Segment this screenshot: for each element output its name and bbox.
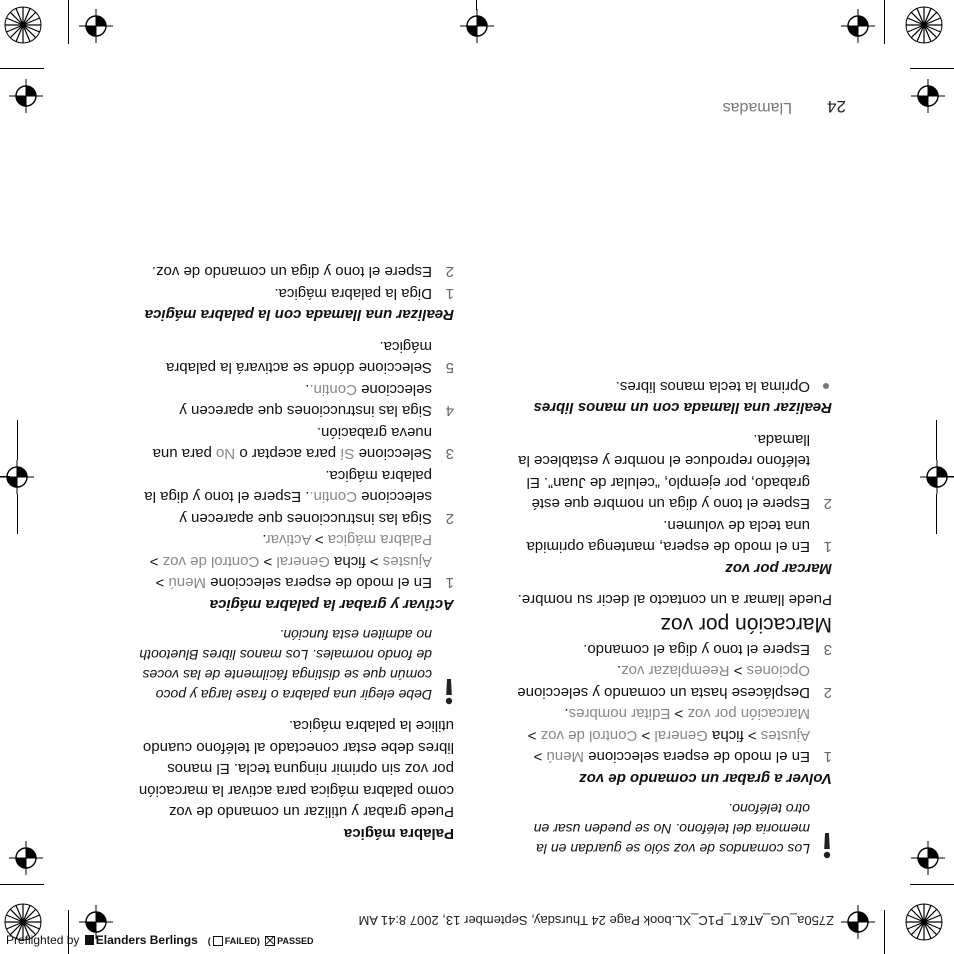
step-number: 2 (823, 495, 832, 513)
menu-ref: Menú (168, 574, 207, 592)
crop-mark (68, 0, 69, 44)
activate-title: Activar y grabar la palabra mágica (209, 596, 454, 613)
opciones-ref: Opciones (746, 662, 810, 680)
record-step-1: 1 En el modo de espera seleccione Menú > Ajustes > ficha General > Control de voz > Marcación por voz > Editar nombres. (527, 705, 832, 766)
step-number: 5 (445, 359, 454, 377)
marcacion-ref: Marcación por voz (687, 705, 810, 723)
brand-logo-icon (85, 935, 94, 945)
magic-intro: Puede grabar y utilizar un comando de voz como palabra mágica para activar la marcación por voz sin oprimir ninguna tecla. El manos libres debe estar conectado al teléfono cuando utilice la palabra mágica. (138, 717, 454, 821)
editar-ref: Editar nombres (568, 705, 671, 723)
dial-step-2: 2 Espere el tono y diga un nombre que esté grabado, por ejemplo, “celular de Juan”. El teléfono reproduce el nombre y establece la llamada. (518, 431, 832, 513)
control-ref: Control de voz (540, 727, 638, 744)
passed-label: PASSED (277, 936, 314, 946)
crop-mark (17, 420, 18, 460)
palabra-ref: Palabra mágica (327, 531, 432, 549)
crop-mark (884, 0, 885, 44)
general-ref: General (654, 727, 708, 744)
crop-mark (884, 910, 885, 954)
handsfree-bullet: Oprima la tecla manos libres. (512, 376, 832, 398)
note-text: Los comandos de voz sólo se guardan en la memoria del teléfono. No se pueden usar en otro teléfono. (533, 801, 810, 857)
activate-step-2: 2 Siga las instrucciones que aparecen y seleccione Contin.. Espere el tono y diga la palabra mágica. (144, 467, 454, 527)
color-target-icon (905, 6, 943, 44)
crop-mark (0, 68, 44, 69)
si-ref: Sí (340, 445, 355, 463)
call-step-1: 1 Diga la palabra mágica. (138, 283, 454, 305)
passed-checkbox (265, 936, 275, 946)
failed-checkbox (213, 936, 223, 946)
page-number: 24 (827, 97, 846, 116)
step-number: 2 (823, 684, 832, 701)
activate-step-1: 1 En el modo de espera seleccione Menú > Ajustes > ficha General > Control de voz > Palabra mágica > Activar. (149, 531, 454, 592)
bullet-dot (823, 383, 829, 389)
record-title: Volver a grabar un comando de voz (579, 770, 832, 787)
reemplazar-ref: Reemplazar voz (621, 662, 730, 680)
ajustes-ref: Ajustes (382, 553, 432, 570)
magic-title: Palabra mágica (343, 825, 454, 842)
activar-ref: Activar (266, 531, 312, 549)
step-number: 1 (823, 538, 832, 556)
handsfree-title: Realizar una llamada con un manos libres (533, 399, 832, 417)
note-icon (822, 831, 832, 859)
crop-mark (0, 884, 44, 885)
ajustes-ref: Ajustes (760, 727, 810, 744)
no-ref: No (215, 445, 236, 463)
crop-mark (910, 884, 954, 885)
step-number: 3 (445, 445, 454, 463)
note-magic (138, 625, 454, 705)
general-ref: General (276, 553, 330, 570)
call-step-2: 2 Espere el tono y diga un comando de voz. (138, 261, 454, 283)
step-number: 1 (445, 285, 454, 302)
activate-step-5: 5 Seleccione dónde se activará la palabra mágica. (165, 338, 454, 377)
dial-title: Marcar por voz (725, 560, 832, 577)
control-ref: Control de voz (162, 553, 260, 570)
color-target-icon (905, 903, 943, 941)
record-step-3: 3 Espere el tono y diga el comando. (512, 639, 832, 661)
note-text: Debe elegir una palabra o frase larga y poco común que se distinga fácilmente de las voces de fondo normales. Los manos libres Bluetooth no admiten esta función. (139, 627, 432, 703)
step-number: 2 (445, 263, 454, 281)
registration-mark-icon (9, 841, 43, 875)
crop-mark (936, 494, 937, 534)
crop-mark (68, 910, 69, 954)
step-number: 1 (823, 748, 832, 766)
crop-mark (910, 68, 954, 69)
crop-mark (17, 494, 18, 534)
contin-ref: Contin. (309, 488, 357, 506)
registration-mark-icon (841, 9, 875, 43)
file-header: Z750a_UG_AT&T_P1C_XL.book Page 24 Thursday, September 13, 2007 8:41 AM (358, 913, 834, 928)
crop-mark (936, 420, 937, 460)
activate-step-3: 3 Seleccione Sí para aceptar o No para una nueva grabación. (152, 424, 454, 463)
step-number: 1 (445, 574, 454, 592)
note-icon (444, 677, 454, 705)
preflight-label: Preflighted by (6, 933, 80, 947)
step-number: 2 (445, 510, 454, 527)
failed-label: FAILED (224, 936, 257, 946)
registration-mark-icon (9, 79, 43, 113)
color-target-icon (4, 6, 42, 44)
registration-mark-icon (920, 460, 954, 494)
step-number: 3 (823, 641, 832, 658)
brand-name: Elanders Berlings (95, 933, 198, 947)
registration-mark-icon (79, 9, 113, 43)
left-column (512, 376, 832, 860)
menu-ref: Menú (546, 748, 585, 766)
note-commands (512, 799, 832, 859)
dial-step-1: 1 En el modo de espera, mantenga oprimida una tecla de volumen. (526, 517, 832, 556)
call-title: Realizar una llamada con la palabra mágica (144, 306, 454, 324)
registration-mark-icon (911, 79, 945, 113)
step-number: 4 (445, 402, 454, 420)
section-name: Llamadas (722, 99, 792, 116)
registration-mark-icon (841, 905, 875, 939)
preflight-footer: Preflighted by Elanders Berlings ( FAILED) PASSED (6, 933, 314, 947)
registration-mark-icon (460, 9, 494, 43)
section-heading: Marcación por voz (660, 613, 832, 637)
contin-ref: Contin. (309, 381, 357, 398)
registration-mark-icon (911, 841, 945, 875)
registration-mark-icon (0, 460, 34, 494)
record-step-2: 2 Desplácese hasta un comando y seleccione Opciones > Reemplazar voz. (517, 662, 832, 701)
right-column (138, 261, 454, 844)
intro-text: Puede llamar a un contacto al decir su nombre. (517, 591, 832, 609)
activate-step-4: 4 Siga las instrucciones que aparecen y seleccione Contin.. (179, 381, 454, 420)
